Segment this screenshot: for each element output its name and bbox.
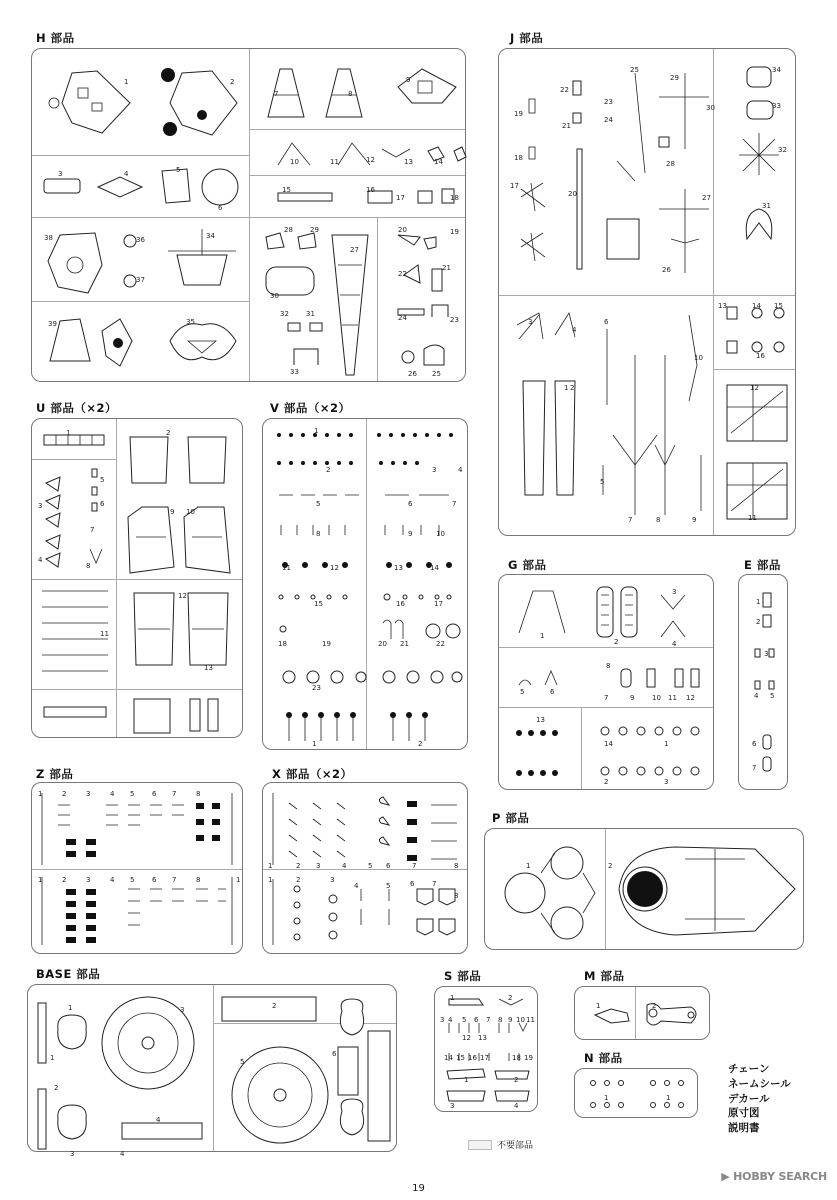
part-number-label: 1 — [526, 862, 531, 870]
part-number-label: 6 — [386, 862, 391, 870]
part-number-label: 14 — [752, 302, 761, 310]
part-number-label: 2 — [756, 618, 761, 626]
watermark — [721, 1170, 827, 1183]
part-number-label: 20 — [378, 640, 387, 648]
part-number-label: 1 — [38, 790, 43, 798]
part-number-label: 5 — [386, 882, 391, 890]
part-number-label: 6 — [408, 500, 413, 508]
part-number-label: 4 — [120, 1150, 125, 1158]
sprue-z-header: Z 部品 — [36, 767, 74, 781]
part-number-label: 7 — [412, 862, 417, 870]
part-number-label: 15 — [774, 302, 783, 310]
part-number-label: 11 — [668, 694, 677, 702]
part-number-label: 20 — [398, 226, 407, 234]
part-number-label: 1 — [564, 384, 569, 392]
part-number-label: 25 — [630, 66, 639, 74]
h-part-27-28-30-33 — [258, 225, 378, 375]
h-part-10-14 — [258, 137, 462, 171]
divider — [499, 295, 795, 296]
j-parts-1-11 — [509, 305, 709, 529]
part-number-label: 3 — [316, 862, 321, 870]
part-number-label: 3 — [330, 876, 335, 884]
part-number-label: 3 — [528, 318, 533, 326]
part-number-label: 5 — [130, 876, 135, 884]
part-number-label: 28 — [284, 226, 293, 234]
part-number-label: 11 — [100, 630, 109, 638]
part-number-label: 7 — [628, 516, 633, 524]
part-number-label: 6 — [550, 688, 555, 696]
included-item: ネームシール — [728, 1077, 791, 1090]
part-number-label: 38 — [44, 234, 53, 242]
part-number-label: 8 — [498, 1016, 503, 1024]
sprue-z-frame — [31, 782, 243, 954]
part-number-label: 3 — [70, 1150, 75, 1158]
hobbysearch-logo-icon: ▶ — [721, 1170, 734, 1183]
divider — [32, 459, 116, 460]
part-number-label: 19 — [322, 640, 331, 648]
part-number-label: 19 — [514, 110, 523, 118]
part-number-label: 15 — [314, 600, 323, 608]
part-number-label: 2 — [54, 1084, 59, 1092]
sprue-h-header: H 部品 — [36, 31, 75, 45]
part-number-label: 2 — [62, 790, 67, 798]
part-number-label: 5 — [770, 692, 775, 700]
part-number-label: 17 — [480, 1054, 489, 1062]
part-number-label: 26 — [662, 266, 671, 274]
sprue-x-frame — [262, 782, 468, 954]
part-number-label: 8 — [454, 862, 459, 870]
part-number-label: 24 — [604, 116, 613, 124]
part-number-label: 18 — [512, 1054, 521, 1062]
part-number-label: 16 — [756, 352, 765, 360]
part-number-label: 6 — [410, 880, 415, 888]
part-number-label: 3 — [58, 170, 63, 178]
part-number-label: 15 — [282, 186, 291, 194]
part-number-label: 16 — [468, 1054, 477, 1062]
u-parts-1-2-13 — [38, 695, 238, 735]
h-part-2-hull — [152, 63, 242, 143]
part-number-label: 16 — [396, 600, 405, 608]
watermark-text: HOBBY SEARCH — [733, 1170, 827, 1183]
part-number-label: 14 — [430, 564, 439, 572]
part-number-label: 12 — [686, 694, 695, 702]
u-parts-2-9-10 — [122, 427, 238, 577]
part-number-label: 13 — [204, 664, 213, 672]
part-number-label: 21 — [562, 122, 571, 130]
part-number-label: 5 — [600, 478, 605, 486]
part-number-label: 4 — [156, 1116, 161, 1124]
part-number-label: 12 — [462, 1034, 471, 1042]
sprue-u-header: U 部品（×2） — [36, 401, 117, 415]
part-number-label: 4 — [448, 1016, 453, 1024]
part-number-label: 10 — [290, 158, 299, 166]
part-number-label: 1 — [124, 78, 129, 86]
part-number-label: 4 — [754, 692, 759, 700]
included-item: デカール — [728, 1092, 770, 1105]
e-parts — [745, 585, 785, 785]
part-number-label: 21 — [442, 264, 451, 272]
part-number-label: 22 — [560, 86, 569, 94]
unused-parts-legend — [468, 1138, 533, 1151]
base-right-parts — [218, 991, 394, 1149]
sprue-e-header: E 部品 — [744, 558, 781, 572]
divider — [32, 301, 249, 302]
h-part-19-26 — [384, 225, 464, 375]
sprue-j-header: J 部品 — [510, 31, 544, 45]
part-number-label: 11 — [526, 1016, 535, 1024]
part-number-label: 7 — [486, 1016, 491, 1024]
sprue-u-frame — [31, 418, 243, 738]
part-number-label: 22 — [398, 270, 407, 278]
part-number-label: 7 — [752, 764, 757, 772]
h-part-5-6 — [152, 161, 242, 215]
part-number-label: 27 — [350, 246, 359, 254]
part-number-label: 1 — [50, 1054, 55, 1062]
part-number-label: 14 — [604, 740, 613, 748]
part-number-label: 5 — [100, 476, 105, 484]
part-number-label: 6 — [100, 500, 105, 508]
part-number-label: 12 — [178, 592, 187, 600]
part-number-label: 7 — [432, 880, 437, 888]
part-number-label: 8 — [348, 90, 353, 98]
sprue-base-frame — [27, 984, 397, 1152]
part-number-label: 12 — [750, 384, 759, 392]
sprue-p-header: P 部品 — [492, 811, 530, 825]
part-number-label: 4 — [354, 882, 359, 890]
part-number-label: 25 — [432, 370, 441, 378]
sprue-m-header: M 部品 — [584, 969, 625, 983]
part-number-label: 4 — [124, 170, 129, 178]
part-number-label: 9 — [692, 516, 697, 524]
part-number-label: 13 — [478, 1034, 487, 1042]
part-number-label: 9 — [630, 694, 635, 702]
part-number-label: 13 — [404, 158, 413, 166]
part-number-label: 31 — [762, 202, 771, 210]
sprue-e-frame — [738, 574, 788, 790]
sprue-j-frame — [498, 48, 796, 536]
part-number-label: 8 — [196, 790, 201, 798]
part-number-label: 4 — [514, 1102, 519, 1110]
part-number-label: 1 — [756, 598, 761, 606]
part-number-label: 12 — [330, 564, 339, 572]
part-number-label: 29 — [310, 226, 319, 234]
part-number-label: 10 — [516, 1016, 525, 1024]
part-number-label: 7 — [172, 876, 177, 884]
part-number-label: 2 — [652, 1002, 657, 1010]
divider — [249, 217, 465, 218]
h-part-3-4 — [40, 167, 150, 207]
part-number-label: 1 — [666, 1094, 671, 1102]
sprue-n-header: N 部品 — [584, 1051, 623, 1065]
part-number-label: 28 — [666, 160, 675, 168]
part-number-label: 3 — [86, 790, 91, 798]
part-number-label: 5 — [176, 166, 181, 174]
j-parts-13-15 — [723, 301, 793, 371]
n-parts — [579, 1073, 695, 1115]
h-part-35-ring — [162, 311, 242, 375]
part-number-label: 3 — [672, 588, 677, 596]
part-number-label: 18 — [278, 640, 287, 648]
part-number-label: 6 — [604, 318, 609, 326]
part-number-label: 1 — [464, 1076, 469, 1084]
part-number-label: 2 — [272, 1002, 277, 1010]
u-part-1-top — [40, 429, 114, 453]
part-number-label: 23 — [312, 684, 321, 692]
part-number-label: 2 — [62, 876, 67, 884]
part-number-label: 12 — [366, 156, 375, 164]
part-number-label: 3 — [86, 876, 91, 884]
part-number-label: 7 — [90, 526, 95, 534]
sprue-m-frame — [574, 986, 710, 1040]
part-number-label: 11 — [748, 514, 757, 522]
part-number-label: 2 — [570, 384, 575, 392]
divider — [213, 985, 214, 1151]
part-number-label: 3 — [440, 1016, 445, 1024]
included-item: 説明書 — [728, 1122, 760, 1135]
part-number-label: 17 — [434, 600, 443, 608]
part-number-label: 31 — [306, 310, 315, 318]
divider — [713, 49, 714, 295]
divider — [249, 129, 465, 130]
part-number-label: 6 — [152, 790, 157, 798]
g-parts — [505, 581, 711, 785]
part-number-label: 8 — [656, 516, 661, 524]
part-number-label: 2 — [608, 862, 613, 870]
part-number-label: 21 — [400, 640, 409, 648]
part-number-label: 2 — [508, 994, 513, 1002]
part-number-label: 5 — [130, 790, 135, 798]
part-number-label: 2 — [326, 466, 331, 474]
divider — [249, 49, 250, 381]
part-number-label: 6 — [152, 876, 157, 884]
included-item: チェーン — [728, 1063, 770, 1075]
part-number-label: 2 — [230, 78, 235, 86]
part-number-label: 1 — [68, 1004, 73, 1012]
part-number-label: 19 — [524, 1054, 533, 1062]
part-number-label: 14 — [434, 158, 443, 166]
part-number-label: 1 — [540, 632, 545, 640]
part-number-label: 34 — [206, 232, 215, 240]
part-number-label: 3 — [664, 778, 669, 786]
part-number-label: 3 — [38, 502, 43, 510]
part-number-label: 3 — [432, 466, 437, 474]
part-number-label: 5 — [520, 688, 525, 696]
part-number-label: 9 — [406, 76, 411, 84]
part-number-label: 9 — [408, 530, 413, 538]
part-number-label: 2 — [296, 862, 301, 870]
unused-parts-label: 不要部品 — [497, 1141, 534, 1151]
part-number-label: 4 — [342, 862, 347, 870]
part-number-label: 6 — [218, 204, 223, 212]
sprue-g-frame — [498, 574, 714, 790]
part-number-label: 19 — [450, 228, 459, 236]
part-number-label: 36 — [136, 236, 145, 244]
part-number-label: 27 — [702, 194, 711, 202]
part-number-label: 30 — [706, 104, 715, 112]
part-number-label: 24 — [398, 314, 407, 322]
part-number-label: 4 — [110, 790, 115, 798]
part-number-label: 14 — [444, 1054, 453, 1062]
sprue-s-frame — [434, 986, 538, 1112]
part-number-label: 7 — [172, 790, 177, 798]
part-number-label: 3 — [764, 650, 769, 658]
h-part-1-hull — [42, 63, 132, 143]
part-number-label: 11 — [330, 158, 339, 166]
part-number-label: 1 — [596, 1002, 601, 1010]
part-number-label: 8 — [606, 662, 611, 670]
part-number-label: 8 — [316, 530, 321, 538]
part-number-label: 4 — [38, 556, 43, 564]
part-number-label: 22 — [436, 640, 445, 648]
part-number-label: 5 — [368, 862, 373, 870]
h-part-34-scaffold — [162, 225, 242, 297]
part-number-label: 1 — [38, 876, 43, 884]
part-number-label: 4 — [458, 466, 463, 474]
part-number-label: 15 — [456, 1054, 465, 1062]
part-number-label: 6 — [474, 1016, 479, 1024]
part-number-label: 34 — [772, 66, 781, 74]
part-number-label: 26 — [408, 370, 417, 378]
part-number-label: 18 — [450, 194, 459, 202]
part-number-label: 23 — [450, 316, 459, 324]
p-part-2-turret — [505, 843, 601, 943]
divider — [32, 217, 249, 218]
sprue-v-header: V 部品（×2） — [270, 401, 351, 415]
page-number: 19 — [412, 1183, 425, 1194]
m-parts — [581, 995, 705, 1035]
included-items-list — [728, 1062, 791, 1136]
sprue-n-frame — [574, 1068, 698, 1118]
p-part-1-deck — [615, 839, 799, 943]
part-number-label: 6 — [332, 1050, 337, 1058]
part-number-label: 1 — [664, 740, 669, 748]
part-number-label: 1 — [66, 429, 71, 437]
part-number-label: 9 — [508, 1016, 513, 1024]
sprue-p-frame — [484, 828, 804, 950]
part-number-label: 7 — [604, 694, 609, 702]
part-number-label: 10 — [186, 508, 195, 516]
part-number-label: 17 — [396, 194, 405, 202]
h-part-9 — [392, 59, 462, 123]
part-number-label: 5 — [316, 500, 321, 508]
part-number-label: 10 — [694, 354, 703, 362]
part-number-label: 1 — [314, 427, 319, 435]
part-number-label: 20 — [568, 190, 577, 198]
part-number-label: 33 — [290, 368, 299, 376]
part-number-label: 13 — [718, 302, 727, 310]
part-number-label: 2 — [166, 429, 171, 437]
part-number-label: 33 — [772, 102, 781, 110]
part-number-label: 6 — [752, 740, 757, 748]
part-number-label: 32 — [778, 146, 787, 154]
part-number-label: 7 — [274, 90, 279, 98]
part-number-label: 37 — [136, 276, 145, 284]
part-number-label: 10 — [436, 530, 445, 538]
part-number-label: 13 — [394, 564, 403, 572]
base-left-parts — [32, 993, 212, 1149]
part-number-label: 1 — [268, 876, 273, 884]
part-number-label: 8 — [86, 562, 91, 570]
part-number-label: 17 — [510, 182, 519, 190]
part-number-label: 32 — [280, 310, 289, 318]
divider — [32, 155, 249, 156]
part-number-label: 1 — [268, 862, 273, 870]
part-number-label: 13 — [536, 716, 545, 724]
part-number-label: 11 — [282, 564, 291, 572]
h-part-37-36 — [40, 225, 150, 297]
divider — [605, 829, 606, 949]
part-number-label: 35 — [186, 318, 195, 326]
part-number-label: 18 — [514, 154, 523, 162]
sprue-x-header: X 部品（×2） — [272, 767, 353, 781]
part-number-label: 23 — [604, 98, 613, 106]
part-number-label: 2 — [296, 876, 301, 884]
part-number-label: 8 — [454, 892, 459, 900]
part-number-label: 10 — [652, 694, 661, 702]
included-item: 原寸図 — [728, 1107, 760, 1120]
j-parts-11-12 — [723, 377, 793, 531]
divider — [32, 689, 242, 690]
part-number-label: 2 — [614, 638, 619, 646]
divider — [713, 295, 714, 535]
part-number-label: 5 — [240, 1058, 245, 1066]
z-parts-grid — [36, 789, 240, 949]
part-number-label: 1 — [236, 876, 241, 884]
unused-parts-swatch — [468, 1140, 492, 1150]
sprue-h-frame — [31, 48, 466, 382]
part-number-label: 7 — [452, 500, 457, 508]
part-number-label: 1 — [312, 740, 317, 748]
sprue-s-header: S 部品 — [444, 969, 482, 983]
part-number-label: 4 — [672, 640, 677, 648]
part-number-label: 2 — [604, 778, 609, 786]
part-number-label: 9 — [170, 508, 175, 516]
part-number-label: 4 — [110, 876, 115, 884]
sprue-base-header: BASE 部品 — [36, 967, 101, 981]
part-number-label: 16 — [366, 186, 375, 194]
divider — [32, 579, 242, 580]
divider — [249, 175, 465, 176]
part-number-label: 8 — [196, 876, 201, 884]
part-number-label: 3 — [450, 1102, 455, 1110]
sprue-g-header: G 部品 — [508, 558, 547, 572]
part-number-label: 29 — [670, 74, 679, 82]
part-number-label: 1 — [604, 1094, 609, 1102]
part-number-label: 2 — [418, 740, 423, 748]
sprue-v-frame — [262, 418, 468, 750]
part-number-label: 2 — [514, 1076, 519, 1084]
part-number-label: 1 — [450, 994, 455, 1002]
part-number-label: 5 — [462, 1016, 467, 1024]
s-parts — [439, 991, 535, 1109]
part-number-label: 30 — [270, 292, 279, 300]
j-parts-16-28 — [509, 63, 709, 285]
part-number-label: 39 — [48, 320, 57, 328]
part-number-label: 3 — [180, 1006, 185, 1014]
part-number-label: 4 — [572, 326, 577, 334]
